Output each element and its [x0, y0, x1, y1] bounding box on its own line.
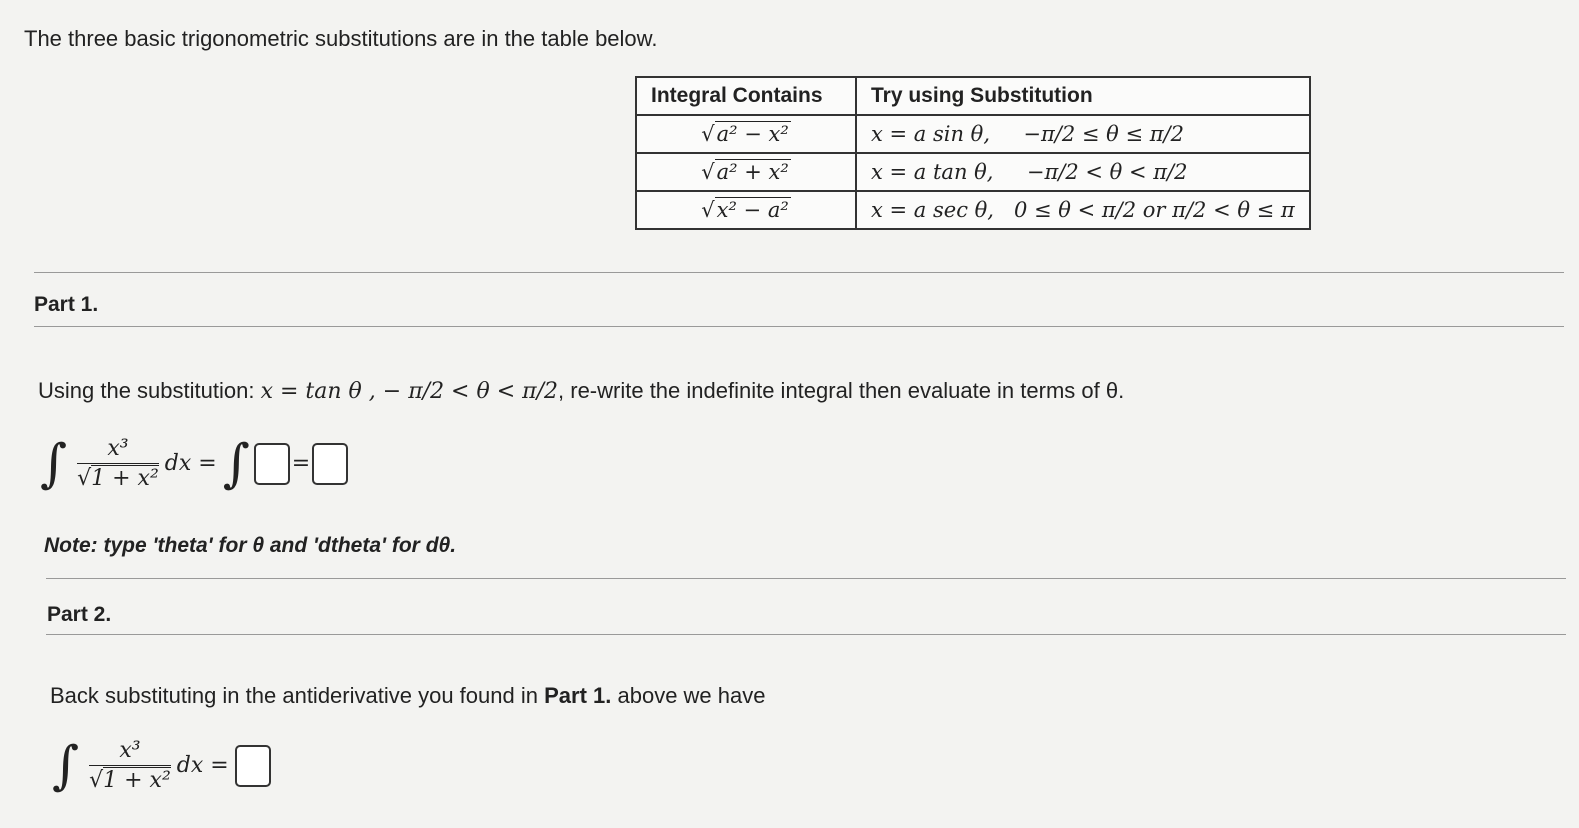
part2-text-prefix: Back substituting in the antiderivative you found in — [50, 683, 538, 708]
theta-range: −π/2 < θ < π/2 — [1026, 160, 1188, 184]
instruction-suffix: , re-write the indefinite integral then evaluate in terms of θ. — [558, 378, 1125, 403]
part1-integral — [40, 433, 348, 494]
integrand-fraction — [77, 436, 159, 491]
table-row — [636, 115, 1310, 153]
radical-cell — [636, 153, 856, 191]
part2-label: Part 2. — [47, 603, 112, 626]
substitution-expr: x = a sec θ, — [871, 198, 994, 222]
part2-instruction — [50, 683, 765, 709]
sqrt-expression: √a² − x² — [701, 122, 789, 146]
divider — [34, 272, 1564, 273]
substitution-expr: x = a sin θ, — [871, 122, 990, 146]
part2-text-bold: Part 1. — [544, 683, 612, 708]
integrand-denominator: √1 + x² — [77, 466, 159, 491]
integral-sign: ∫ — [40, 433, 68, 494]
equals-sign: = — [291, 451, 311, 476]
divider — [46, 578, 1566, 579]
divider — [46, 634, 1566, 635]
header-try-substitution: Try using Substitution — [856, 77, 1310, 115]
table-header-row — [636, 77, 1310, 115]
part2-text-suffix: above we have — [617, 683, 766, 708]
substitution-table — [635, 76, 1311, 230]
rewritten-integrand-input[interactable] — [254, 443, 290, 485]
header-integral-contains: Integral Contains — [636, 77, 856, 115]
integral-sign: ∫ — [52, 735, 80, 796]
theta-range: 0 ≤ θ < π/2 or π/2 < θ ≤ π — [1013, 198, 1295, 222]
substitution-cell — [856, 191, 1310, 229]
dx-equals: dx = — [164, 451, 217, 476]
substitution-expr: x = a tan θ, — [871, 160, 994, 184]
integrand-denominator: √1 + x² — [89, 768, 171, 793]
part1-instruction — [38, 378, 1124, 404]
integral-sign: ∫ — [222, 433, 250, 494]
theta-range: −π/2 ≤ θ ≤ π/2 — [1023, 122, 1184, 146]
substitution-cell — [856, 153, 1310, 191]
antiderivative-x-input[interactable] — [235, 745, 271, 787]
part2-integral — [52, 735, 271, 796]
substitution-expression: x = tan θ , − π/2 < θ < π/2 — [260, 379, 559, 404]
substitution-cell — [856, 115, 1310, 153]
intro-text: The three basic trigonometric substitutions are in the table below. — [24, 26, 658, 51]
integrand-numerator: x³ — [77, 436, 159, 464]
part1-label: Part 1. — [34, 293, 99, 316]
radical-cell — [636, 191, 856, 229]
table-row — [636, 191, 1310, 229]
table-row — [636, 153, 1310, 191]
sqrt-expression: √a² + x² — [701, 160, 789, 184]
part1-note: Note: type 'theta' for θ and 'dtheta' for dθ. — [44, 534, 457, 557]
antiderivative-theta-input[interactable] — [312, 443, 348, 485]
dx-equals: dx = — [176, 753, 229, 778]
sqrt-expression: √x² − a² — [701, 198, 789, 222]
integrand-fraction — [89, 738, 171, 793]
integrand-numerator: x³ — [89, 738, 171, 766]
instruction-prefix: Using the substitution: — [38, 378, 255, 403]
divider — [34, 326, 1564, 327]
radical-cell — [636, 115, 856, 153]
